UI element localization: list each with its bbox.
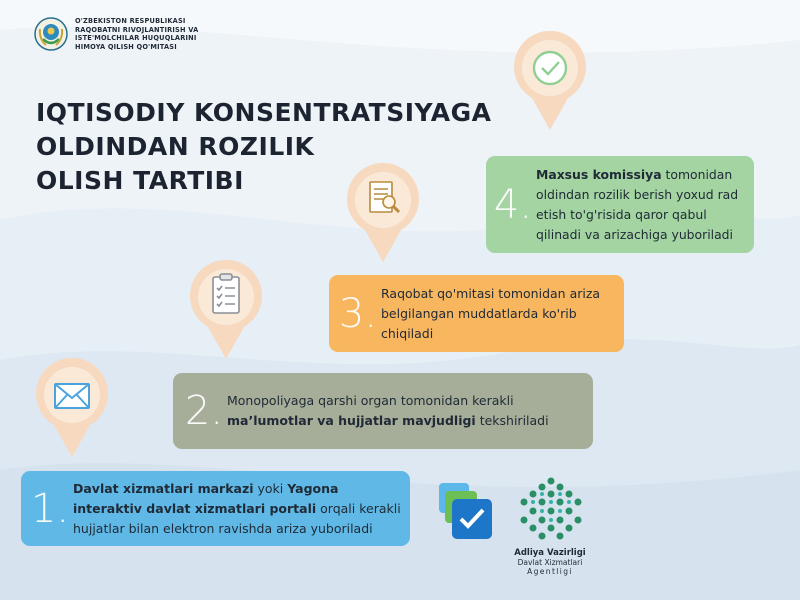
adliya-name-line-2: Davlat Xizmatlari <box>517 558 583 567</box>
state-emblem-logo <box>34 17 68 51</box>
step-4-card <box>486 156 754 253</box>
step-3-pin <box>343 154 423 264</box>
step-2-number: 2. <box>184 388 224 434</box>
interactive-portal-logo <box>437 483 495 541</box>
step-4-number: 4. <box>493 181 533 228</box>
adliya-name-line-3: Agentligi <box>527 567 573 576</box>
step-3-text: Raqobat qo'mitasi tomonidan ariza belgilangan muddatlarda ko'rib chiqiladi <box>381 285 601 341</box>
title-line-1: IQTISODIY KONSENTRATSIYAGA <box>36 98 492 127</box>
step-4-pin <box>510 22 590 132</box>
step-1-number: 1. <box>30 485 70 532</box>
organization-name: O'ZBEKISTON RESPUBLIKASI RAQOBATNI RIVOJLANTIRISH VA ISTE'MOLCHILAR HUQUQLARINI HIMOYA QILISH QO'MITASI <box>75 17 199 51</box>
adliya-name-line-1: Adliya Vazirligi <box>514 548 586 558</box>
step-3-number: 3. <box>338 290 378 337</box>
step-4-text: Maxsus komissiya tomonidan oldindan rozilik berish yoxud rad etish to'g'risida qaror qabul qilinadi va arizachiga yuboriladi <box>536 166 739 242</box>
step-3-card <box>329 275 624 352</box>
page-title <box>36 96 496 198</box>
adliya-agency-name <box>500 548 600 576</box>
step-1-card <box>21 471 410 546</box>
step-1-text: Davlat xizmatlari markazi yoki Yagona interaktiv davlat xizmatlari portali orqali kerakli hujjatlar bilan elektron ravishda ariza yuboriladi <box>73 480 401 536</box>
title-line-3: OLISH TARTIBI <box>36 166 244 195</box>
clipboard-checklist-icon <box>213 274 239 313</box>
adliya-agency-logo <box>516 476 586 546</box>
title-line-2: OLDINDAN ROZILIK <box>36 132 315 161</box>
step-2-card <box>173 373 593 449</box>
step-2-pin <box>186 251 266 361</box>
checkmark-circle-icon <box>534 52 566 84</box>
step-2-text: Monopoliyaga qarshi organ tomonidan kerakli ma’lumotlar va hujjatlar mavjudligi tekshiriladi <box>227 393 549 428</box>
envelope-icon <box>55 384 89 408</box>
step-1-pin <box>32 349 112 459</box>
